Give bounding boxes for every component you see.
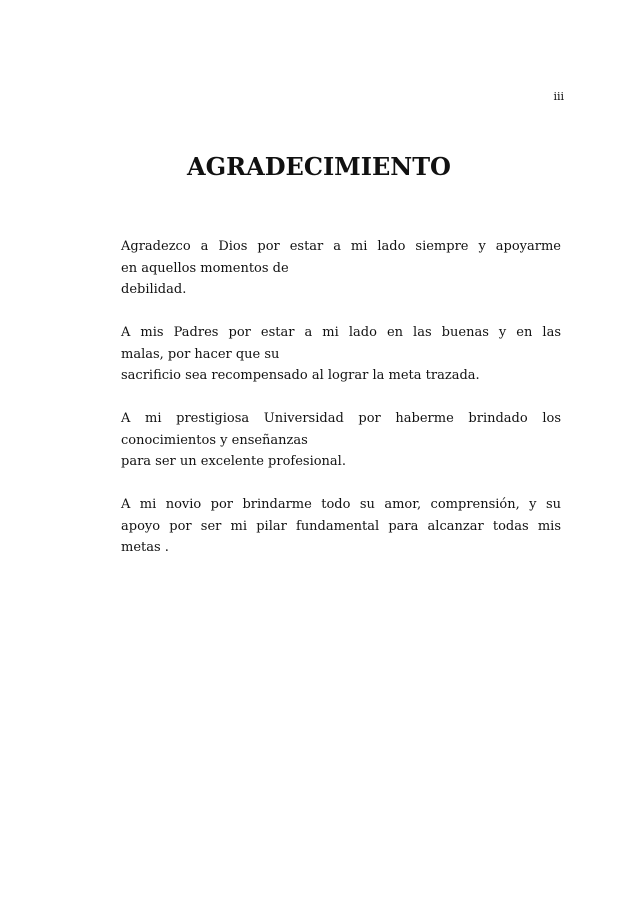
paragraph-padres — [121, 322, 561, 387]
paragraph-line: para ser un excelente profesional. — [121, 454, 346, 469]
paragraph-dios — [121, 236, 561, 301]
paragraph-line: sacrificio sea recompensado al lograr la meta trazada. — [121, 368, 480, 383]
page-title: AGRADECIMIENTO — [187, 152, 451, 181]
paragraph-novio — [121, 494, 561, 559]
paragraph-line: en aquellos momentos de — [121, 260, 289, 276]
paragraph-universidad — [121, 408, 561, 473]
paragraph-line: apoyo por ser mi pilar fundamental para alcanzar todas mis — [121, 518, 561, 534]
paragraph-line: metas . — [121, 540, 169, 555]
acknowledgement-body — [121, 236, 561, 580]
paragraph-line: debilidad. — [121, 282, 187, 297]
paragraph-line: malas, por hacer que su — [121, 346, 280, 362]
page-number: iii — [553, 90, 564, 103]
paragraph-line: Agradezco a Dios por estar a mi lado siempre y apoyarme — [121, 239, 561, 254]
paragraph-line: A mi prestigiosa Universidad por haberme brindado los — [121, 411, 561, 426]
paragraph-line: conocimientos y enseñanzas — [121, 432, 308, 448]
paragraph-line: A mis Padres por estar a mi lado en las buenas y en las — [121, 325, 561, 340]
paragraph-line: A mi novio por brindarme todo su amor, comprensión, y su — [121, 497, 561, 512]
